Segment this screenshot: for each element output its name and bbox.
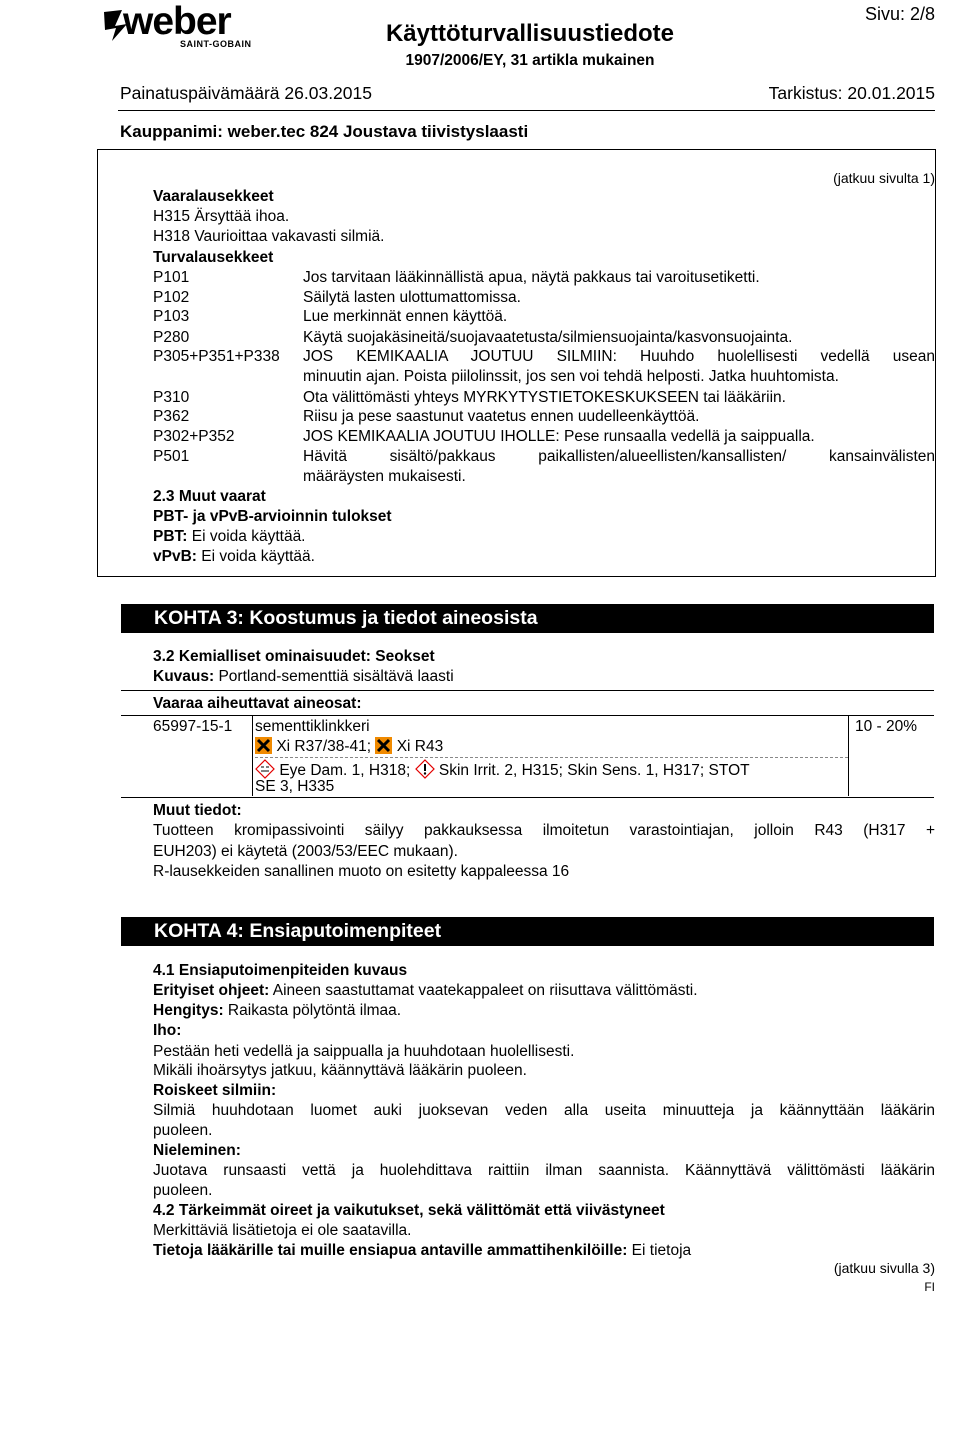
concentration: 10 - 20%: [855, 718, 918, 735]
eye-text: Silmiä huuhdotaan luomet auki juoksevan veden alla useita minuutteja ja käännyttään lääkärin: [153, 1102, 935, 1119]
hazardous-components-heading: Vaaraa aiheuttavat aineosat:: [153, 695, 362, 712]
symptoms-text: Merkittäviä lisätietoja ei ole saatavilla.: [153, 1222, 412, 1239]
section4-bar: KOHTA 4: Ensiaputoimenpiteet: [121, 917, 934, 946]
ghs-text: Eye Dam. 1, H318;: [279, 762, 411, 779]
logo-saint-gobain: SAINT-GOBAIN: [180, 39, 252, 49]
page-number: Sivu: 2/8: [864, 4, 935, 24]
doctor-info-line: [153, 1241, 691, 1261]
ghs-text: Skin Irrit. 2, H315; Skin Sens. 1, H317; STOT: [438, 762, 750, 779]
ghs-text-continued: SE 3, H335: [255, 778, 335, 795]
document-subtitle: 1907/2006/EY, 31 artikla mukainen: [405, 52, 655, 69]
substance-name: sementtiklinkkeri: [255, 718, 370, 735]
symptoms-subheading: 4.2 Tärkeimmät oireet ja vaikutukset, sekä välittömät että viivästyneet: [153, 1202, 665, 1219]
p-code: P362: [153, 408, 190, 425]
document-title: Käyttöturvallisuustiedote: [385, 20, 675, 47]
p-text: JOS KEMIKAALIA JOUTUU IHOLLE: Pese runsaalla vedellä ja saippualla.: [303, 428, 815, 445]
xi-irritant-symbol-icon: [375, 737, 392, 754]
continued-from-note: (jatkuu sivulta 1): [833, 170, 935, 186]
p-text: Riisu ja pese saastunut vaatetus ennen uudelleenkäyttöä.: [303, 408, 700, 425]
dsd-classification: [255, 737, 443, 757]
hazard-statement: H318 Vaurioittaa vakavasti silmiä.: [153, 228, 385, 245]
description-label: Kuvaus:: [153, 668, 215, 685]
special-value: Aineen saastuttamat vaatekappaleet on riisuttava välittömästi.: [269, 982, 698, 999]
p-text: Lue merkinnät ennen käyttöä.: [303, 308, 508, 325]
p-text: Hävitä sisältö/pakkaus paikallisten/alueellisten/kansallisten/ kansainvälisten: [303, 448, 935, 465]
p-code: P103: [153, 308, 190, 325]
other-hazards-heading: 2.3 Muut vaarat: [153, 488, 266, 505]
p-code: P102: [153, 289, 190, 306]
inhalation-value: Raikasta pölytöntä ilmaa.: [223, 1002, 402, 1019]
table-col-divider: [252, 715, 253, 796]
symbol-text: Xi R37/38-41;: [276, 738, 372, 755]
precautionary-heading: Turvalausekkeet: [153, 249, 274, 266]
header-divider: [118, 110, 935, 111]
description-line: [153, 667, 454, 687]
ingestion-text: Juotava runsaasti vettä ja huolehdittava raittiin ilman saannista. Käännyttävä välittömästi lääkärin: [153, 1162, 935, 1179]
p-text: Jos tarvitaan lääkinnällistä apua, näytä pakkaus tai varoitusetiketti.: [303, 269, 760, 286]
p-text-continued: määräysten mukaisesti.: [303, 468, 466, 485]
inhalation-label: Hengitys:: [153, 1002, 224, 1019]
logo-wordmark: weber: [123, 0, 231, 43]
table-top-rule: [121, 690, 934, 691]
symbol-text: Xi R43: [396, 738, 444, 755]
pbt-line: [153, 527, 306, 547]
corrosion-pictogram-icon: [255, 759, 275, 779]
section3-bar: KOHTA 3: Koostumus ja tiedot aineosista: [121, 604, 934, 633]
vpvb-label: vPvB:: [153, 548, 197, 565]
ingestion-text: puoleen.: [153, 1182, 213, 1199]
dashed-separator: [255, 757, 848, 758]
pbt-value: Ei voida käyttää.: [187, 528, 306, 545]
vpvb-line: [153, 547, 315, 567]
doctor-info-value: Ei tietoja: [627, 1242, 692, 1259]
vpvb-value: Ei voida käyttää.: [196, 548, 315, 565]
p-text: JOS KEMIKAALIA JOUTUU SILMIIN: Huuhdo huolellisesti vedellä usean: [303, 348, 935, 365]
special-label: Erityiset ohjeet:: [153, 982, 270, 999]
p-code: P302+P352: [153, 428, 235, 445]
eye-text: puoleen.: [153, 1122, 213, 1139]
inhalation-line: [153, 1001, 401, 1021]
p-text: Ota välittömästi yhteys MYRKYTYSTIETOKESKUKSEEN tai lääkäriin.: [303, 389, 786, 406]
p-code: P280: [153, 329, 190, 346]
table-col-divider: [848, 715, 849, 796]
hazard-statement: H315 Ärsyttää ihoa.: [153, 208, 290, 225]
other-info-text: Tuotteen kromipassivointi säilyy pakkauksessa ilmoitetun varastointiajan, jolloin R43 (H317 +: [153, 822, 935, 839]
pbt-label: PBT:: [153, 528, 188, 545]
p-code: P305+P351+P338: [153, 348, 280, 365]
language-code: FI: [924, 1280, 935, 1294]
other-info-label: Muut tiedot:: [153, 802, 242, 819]
p-text-continued: minuutin ajan. Poista piilolinssit, jos sen voi tehdä helposti. Jatka huuhtomista.: [303, 368, 839, 385]
table-header-rule: [121, 715, 934, 716]
table-bottom-rule: [121, 797, 934, 798]
section3-subheading: 3.2 Kemialliset ominaisuudet: Seokset: [153, 648, 435, 665]
cas-number: 65997-15-1: [153, 718, 233, 735]
section4-subheading: 4.1 Ensiaputoimenpiteiden kuvaus: [153, 962, 408, 979]
doctor-info-label: Tietoja lääkärille tai muille ensiapua antaville ammattihenkilöille:: [153, 1242, 628, 1259]
special-instructions: [153, 981, 698, 1001]
ingestion-label: Nieleminen:: [153, 1142, 241, 1159]
print-date: Painatuspäivämäärä 26.03.2015: [120, 83, 372, 103]
p-code: P501: [153, 448, 190, 465]
other-info-text: EUH203) ei käytetä (2003/53/EEC mukaan).: [153, 843, 458, 860]
trade-name: Kauppanimi: weber.tec 824 Joustava tiivistyslaasti: [120, 122, 529, 141]
skin-text: Pestään heti vedellä ja saippualla ja huuhdotaan huolellisesti.: [153, 1043, 575, 1060]
p-code: P310: [153, 389, 190, 406]
xi-irritant-symbol-icon: [255, 737, 272, 754]
p-text: Säilytä lasten ulottumattomissa.: [303, 289, 521, 306]
other-info-text: R-lausekkeiden sanallinen muoto on esitetty kappaleessa 16: [153, 863, 570, 880]
p-text: Käytä suojakäsineitä/suojavaatetusta/silmiensuojainta/kasvonsuojainta.: [303, 329, 793, 346]
pbt-heading: PBT- ja vPvB-arvioinnin tulokset: [153, 508, 392, 525]
continues-note: (jatkuu sivulla 3): [833, 1260, 935, 1276]
skin-text: Mikäli ihoärsytys jatkuu, käännyttävä lääkärin puoleen.: [153, 1062, 527, 1079]
skin-label: Iho:: [153, 1022, 182, 1039]
weber-logo: [103, 0, 255, 54]
exclamation-pictogram-icon: [415, 759, 435, 779]
p-code: P101: [153, 269, 190, 286]
eye-label: Roiskeet silmiin:: [153, 1082, 277, 1099]
description-value: Portland-sementtiä sisältävä laasti: [214, 668, 454, 685]
revision-date: Tarkistus: 20.01.2015: [768, 83, 935, 103]
hazard-statements-heading: Vaaralausekkeet: [153, 188, 274, 205]
